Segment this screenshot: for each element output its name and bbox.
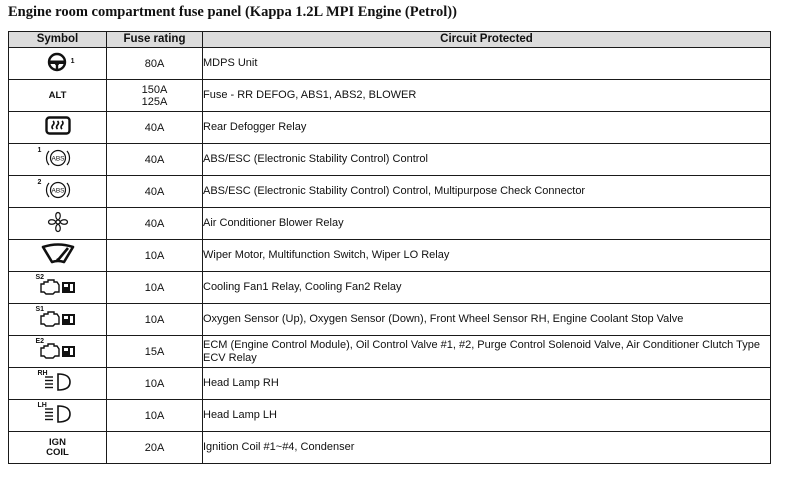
- circuit-cell: Fuse - RR DEFOG, ABS1, ABS2, BLOWER: [203, 80, 771, 112]
- fuse-rating-cell: 150A 125A: [107, 80, 203, 112]
- table-row: [9, 400, 771, 432]
- symbol-superscript: S2: [35, 273, 45, 281]
- circuit-cell: Head Lamp LH: [203, 400, 771, 432]
- circuit-cell: MDPS Unit: [203, 48, 771, 80]
- symbol-cell: [9, 304, 107, 336]
- symbol-superscript: LH: [37, 401, 47, 409]
- fuse-rating-cell: 40A: [107, 112, 203, 144]
- head-lamp-icon: [43, 404, 73, 424]
- symbol-superscript: 1: [70, 57, 75, 65]
- fuse-rating-cell: 40A: [107, 208, 203, 240]
- symbol-cell: [9, 144, 107, 176]
- fuse-rating-cell: 20A: [107, 432, 203, 464]
- circuit-cell: Air Conditioner Blower Relay: [203, 208, 771, 240]
- header-symbol: Symbol: [9, 32, 107, 48]
- table-row: [9, 208, 771, 240]
- abs-icon: [44, 179, 72, 201]
- circuit-cell: Cooling Fan1 Relay, Cooling Fan2 Relay: [203, 272, 771, 304]
- symbol-cell: [9, 432, 107, 464]
- circuit-cell: Oxygen Sensor (Up), Oxygen Sensor (Down), Front Wheel Sensor RH, Engine Coolant Stop Valve: [203, 304, 771, 336]
- circuit-cell: Rear Defogger Relay: [203, 112, 771, 144]
- header-fuse-rating: Fuse rating: [107, 32, 203, 48]
- engine-icon: [39, 340, 77, 360]
- circuit-cell: ABS/ESC (Electronic Stability Control) Control, Multipurpose Check Connector: [203, 176, 771, 208]
- table-row: [9, 176, 771, 208]
- engine-icon: [39, 308, 77, 328]
- fuse-rating-cell: 10A: [107, 304, 203, 336]
- table-row: [9, 48, 771, 80]
- symbol-cell: [9, 272, 107, 304]
- symbol-superscript: S1: [35, 305, 45, 313]
- table-row: [9, 144, 771, 176]
- fuse-rating-cell: 10A: [107, 272, 203, 304]
- symbol-cell: [9, 208, 107, 240]
- table-row: [9, 336, 771, 368]
- fuse-rating-cell: 10A: [107, 368, 203, 400]
- alt-label: ALT: [48, 89, 67, 101]
- circuit-cell: ABS/ESC (Electronic Stability Control) Control: [203, 144, 771, 176]
- fuse-rating-cell: 10A: [107, 400, 203, 432]
- table-row: [9, 304, 771, 336]
- fuse-rating-cell: 40A: [107, 176, 203, 208]
- symbol-cell: [9, 400, 107, 432]
- rear-defogger-icon: [45, 116, 71, 136]
- symbol-cell: [9, 240, 107, 272]
- ign-coil-label: COIL: [46, 446, 69, 458]
- table-row: [9, 272, 771, 304]
- symbol-cell: [9, 48, 107, 80]
- symbol-cell: [9, 80, 107, 112]
- svg-text:ABS: ABS: [50, 187, 65, 194]
- wiper-icon: [41, 243, 75, 265]
- fuse-rating-cell: 10A: [107, 240, 203, 272]
- circuit-cell: Wiper Motor, Multifunction Switch, Wiper LO Relay: [203, 240, 771, 272]
- engine-icon: [39, 276, 77, 296]
- table-row: [9, 432, 771, 464]
- symbol-cell: [9, 336, 107, 368]
- ign-coil-label: IGN: [49, 436, 66, 448]
- svg-text:ABS: ABS: [50, 155, 65, 162]
- abs-icon: [44, 147, 72, 169]
- page-title: Engine room compartment fuse panel (Kappa 1.2L MPI Engine (Petrol)): [8, 4, 457, 20]
- circuit-cell: ECM (Engine Control Module), Oil Control Valve #1, #2, Purge Control Solenoid Valve, Air Conditioner Clutch Type ECV Relay: [203, 336, 771, 368]
- symbol-superscript: E2: [35, 337, 45, 345]
- symbol-cell: [9, 368, 107, 400]
- symbol-cell: [9, 112, 107, 144]
- symbol-superscript: 1: [37, 146, 42, 154]
- circuit-cell: Head Lamp RH: [203, 368, 771, 400]
- table-row: [9, 368, 771, 400]
- table-row: [9, 112, 771, 144]
- table-header-row: [9, 32, 771, 48]
- fuse-rating-cell: 40A: [107, 144, 203, 176]
- fuse-rating-cell: 15A: [107, 336, 203, 368]
- steering-wheel-icon: [47, 52, 69, 72]
- fuse-table: [8, 31, 771, 464]
- table-row: [9, 80, 771, 112]
- table-row: [9, 240, 771, 272]
- symbol-superscript: 2: [37, 178, 42, 186]
- blower-fan-icon: [46, 210, 70, 234]
- symbol-cell: [9, 176, 107, 208]
- symbol-superscript: RH: [37, 369, 48, 377]
- circuit-cell: Ignition Coil #1~#4, Condenser: [203, 432, 771, 464]
- header-circuit-protected: Circuit Protected: [203, 32, 771, 48]
- fuse-rating-cell: 80A: [107, 48, 203, 80]
